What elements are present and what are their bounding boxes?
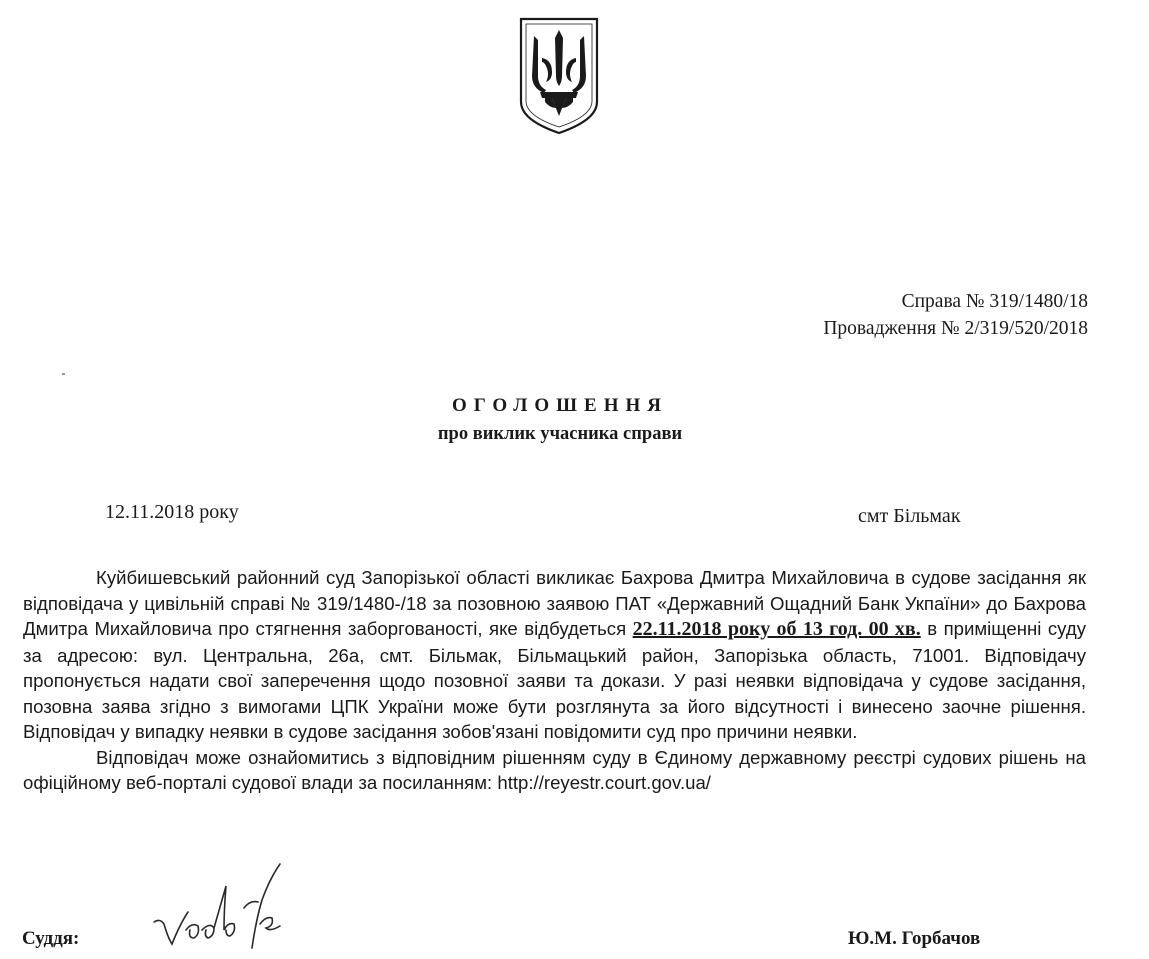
hearing-datetime: 22.11.2018 року об 13 год. 00 хв. [632,618,921,640]
body-paragraph-1 [23,565,1086,745]
handwritten-signature-icon [140,860,330,955]
judge-name: Ю.М. Горбачов [848,928,981,949]
announcement-body [23,565,1086,796]
body-paragraph-2: Відповідач може ознайомитись з відповідним рішенням суду в Єдиному державному реєстрі судових рішень на офіційному веб-порталі судової влади за посиланням: http://reyestr.court.gov.ua/ [23,746,1086,793]
document-place: смт Більмак [858,505,961,527]
proceeding-number: Провадження № 2/319/520/2018 [823,318,1088,339]
body-text-part-2: в приміщенні суду за адресою: вул. Центральна, 26а, смт. Більмак, Більмацький район, Запорізька область, 71001. Відповідачу пропонується надати свої заперечення щодо позовної заяви та докази. У разі неявки відповідача у судове засідання, позовна заява згідно з вимогами ЦПК України може бути розглянута за його відсутності і винесено заочне рішення. Відповідач у випадку неявки в судове засідання зобов'язані повідомити суд про причини неявки. [23,618,1086,742]
announcement-subtitle: про виклик учасника справи [437,424,683,444]
scan-speck [62,373,65,375]
document-date: 12.11.2018 року [105,501,239,523]
body-text-part-1: Куйбишевський районний суд Запорізької області викликає Бахрова Дмитра Михайловича в судове засідання як відповідача у цивільній справі № 319/1480-/18 за позовною заявою ПАТ «Державний Ощадний Банк Укпаїни» до Бахрова Дмитра Михайловича про стягнення заборгованості, яке відбудеться [23,567,1086,639]
announcement-title: ОГОЛОШЕННЯ [452,395,668,416]
judge-label: Суддя: [22,928,80,949]
case-number: Справа № 319/1480/18 [901,291,1088,312]
coat-of-arms-icon [516,16,602,136]
